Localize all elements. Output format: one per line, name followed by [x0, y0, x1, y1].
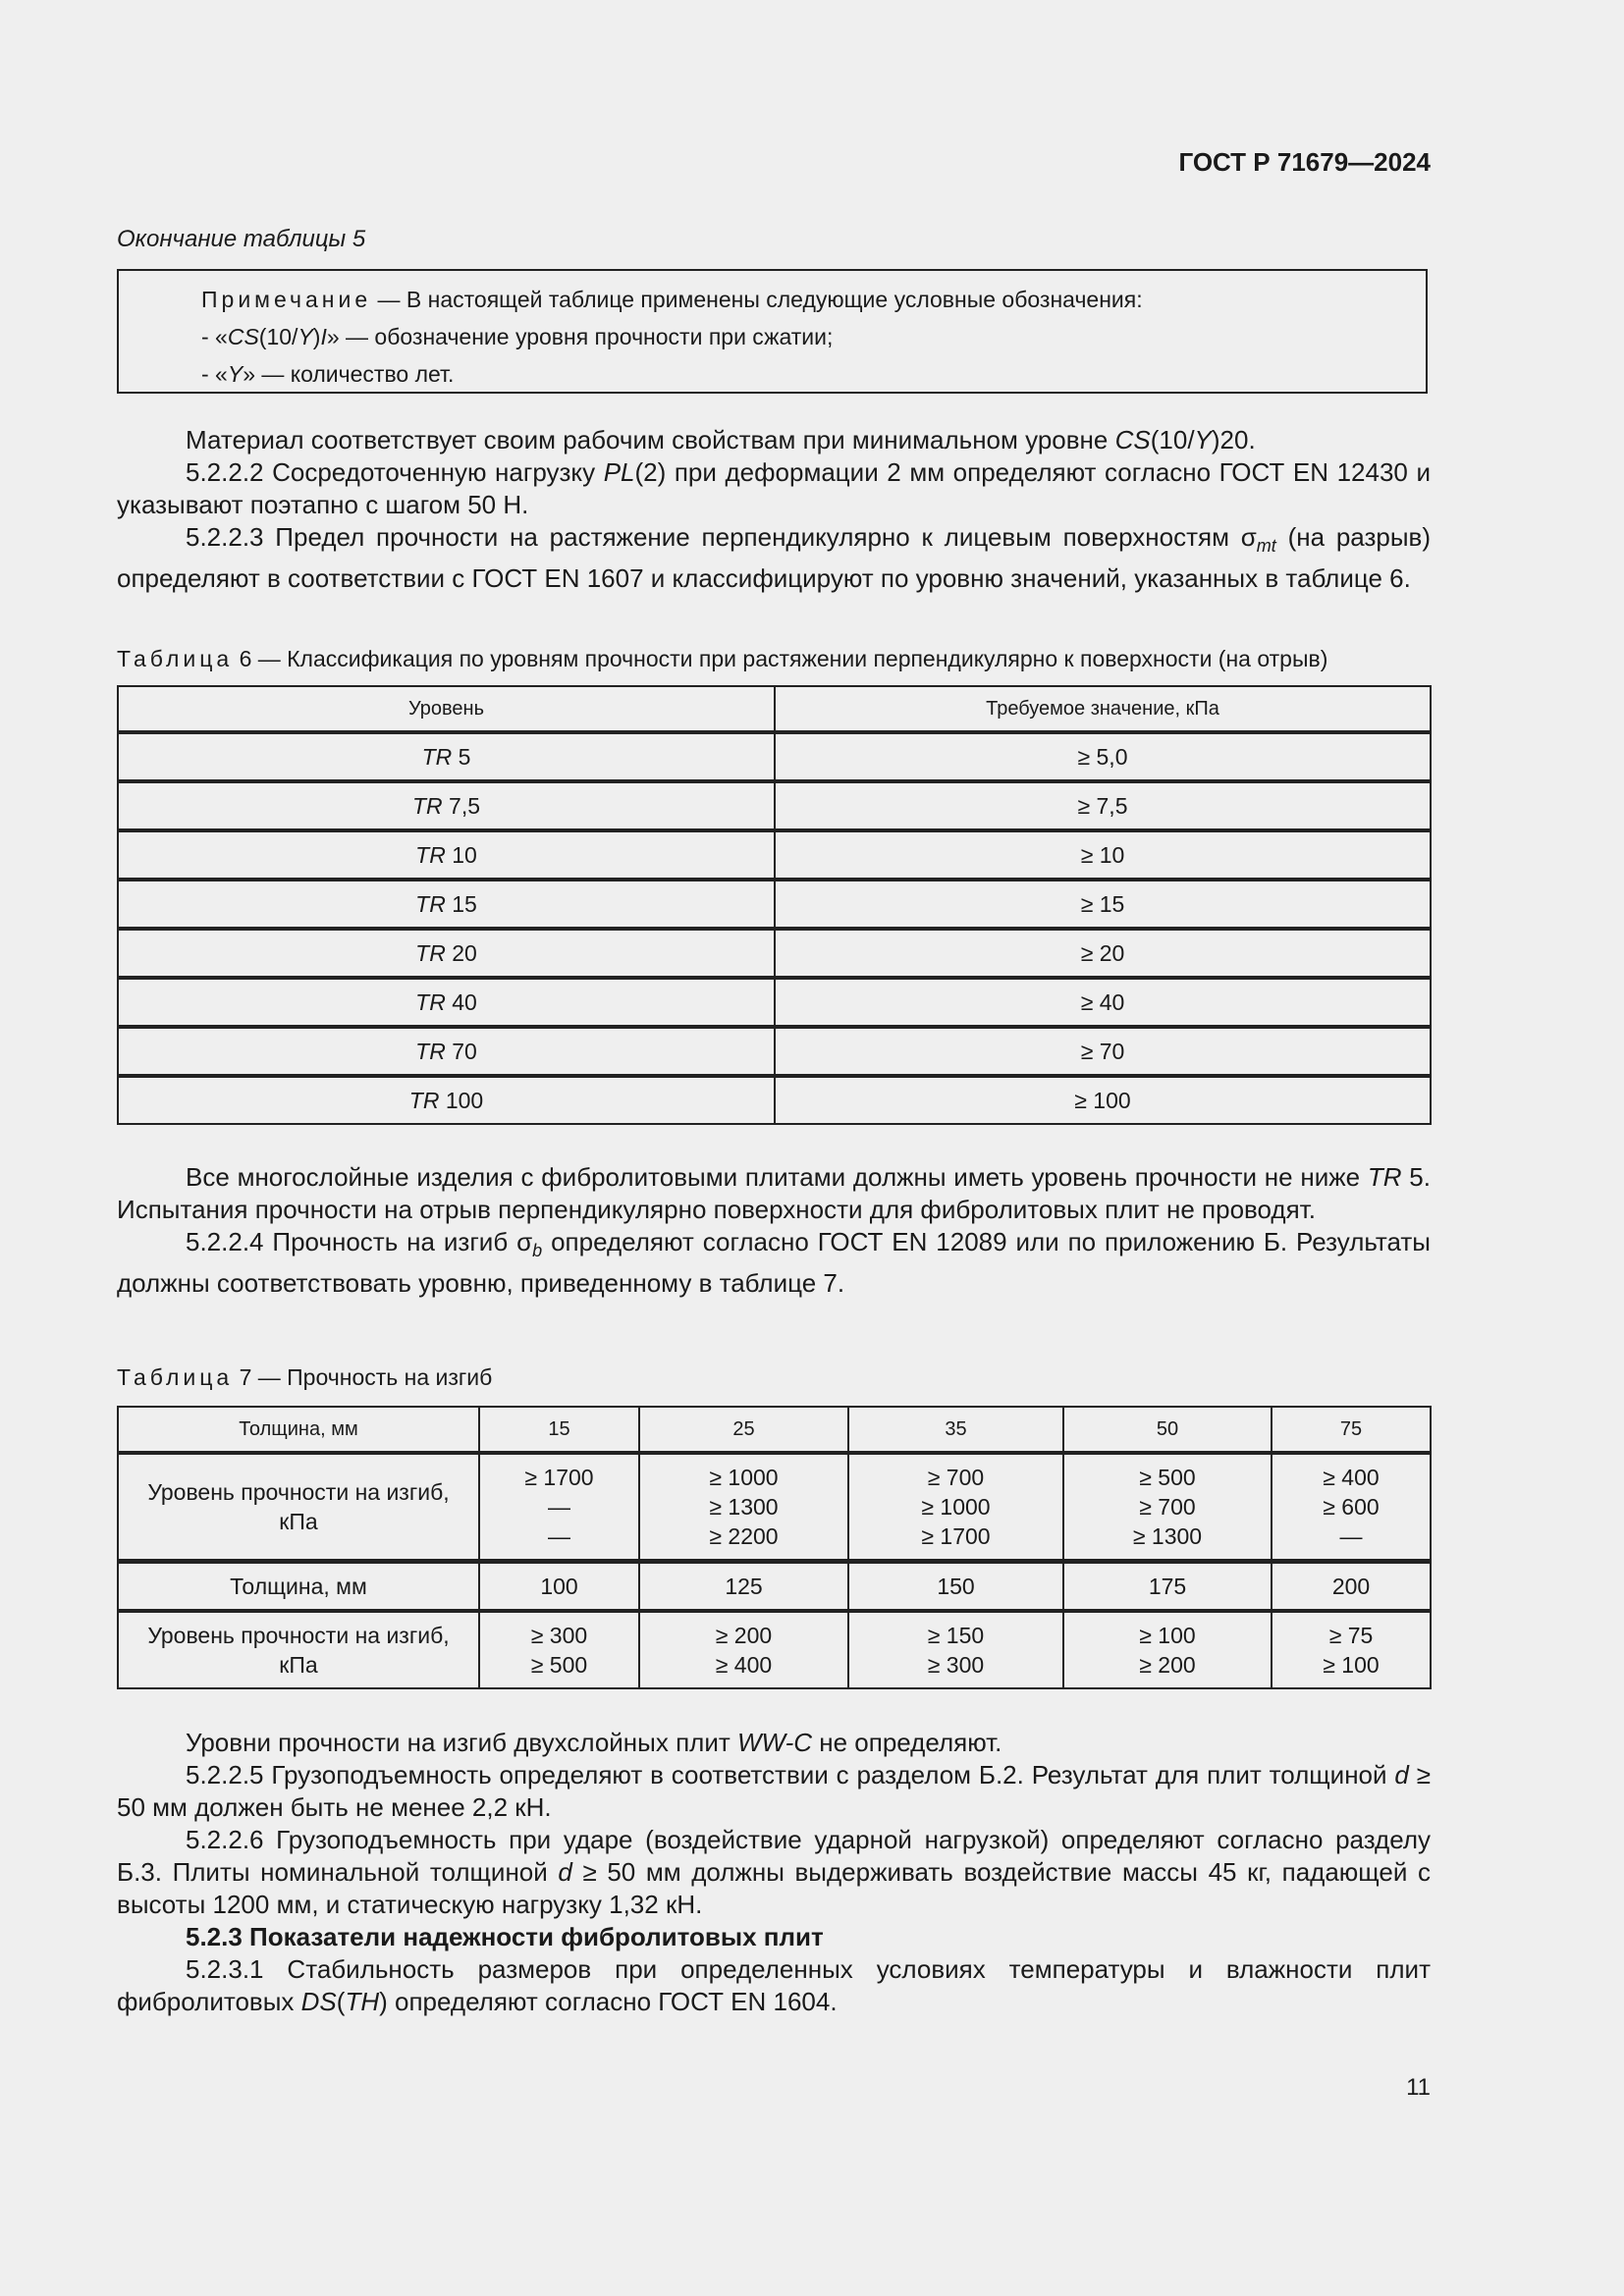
- value-cell: ≥ 400 ≥ 600 —: [1272, 1453, 1431, 1562]
- table-row: [118, 978, 1431, 1027]
- value-cell: ≥ 1000 ≥ 1300 ≥ 2200: [639, 1453, 848, 1562]
- level-cell: TR 7,5: [118, 781, 775, 830]
- note-item-2: - «Y» — количество лет.: [201, 361, 455, 387]
- value-cell: 150: [848, 1562, 1063, 1612]
- table-row: [118, 1027, 1431, 1076]
- note-intro: Примечание — В настоящей таблице применены следующие условные обозначения:: [201, 287, 1143, 312]
- paragraph: 5.2.2.2 Сосредоточенную нагрузку PL(2) при деформации 2 мм определяют согласно ГОСТ EN 12430 и указывают поэтапно с шагом 50 Н.: [117, 457, 1431, 519]
- value-cell: ≥ 20: [775, 929, 1431, 978]
- value-cell: ≥ 70: [775, 1027, 1431, 1076]
- table7: [117, 1406, 1432, 1689]
- value-cell: ≥ 150 ≥ 300: [848, 1611, 1063, 1688]
- table-row: [118, 1562, 1431, 1612]
- page-number: 11: [1406, 2074, 1431, 2101]
- value-cell: ≥ 100: [775, 1076, 1431, 1124]
- level-cell: TR 15: [118, 880, 775, 929]
- table-row: [118, 1453, 1431, 1562]
- value-cell: 35: [848, 1407, 1063, 1453]
- paragraph: 5.2.2.6 Грузоподъемность при ударе (воздействие ударной нагрузкой) определяют согласно разделу Б.3. Плиты номинальной толщиной d ≥ 50 мм должны выдерживать воздействие массы 45 кг, падающей с высоты 1200 мм, и статическую нагрузку 1,32 кН.: [117, 1825, 1431, 1919]
- table6-caption: Таблица 6 — Классификация по уровням прочности при растяжении перпендикулярно к поверхности (на отрыв): [117, 646, 1328, 671]
- value-cell: ≥ 15: [775, 880, 1431, 929]
- text-block-1: [117, 424, 1431, 595]
- paragraph: 5.2.2.5 Грузоподъемность определяют в соответствии с разделом Б.2. Результат для плит толщиной d ≥ 50 мм должен быть не менее 2,2 кН.: [117, 1760, 1431, 1822]
- value-cell: 15: [479, 1407, 639, 1453]
- value-cell: ≥ 1700 — —: [479, 1453, 639, 1562]
- paragraph: 5.2.3.1 Стабильность размеров при определенных условиях температуры и влажности плит фибролитовых DS(TH) определяют согласно ГОСТ EN 1604.: [117, 1954, 1431, 2016]
- value-cell: 25: [639, 1407, 848, 1453]
- value-cell: 125: [639, 1562, 848, 1612]
- paragraph: Все многослойные изделия с фибролитовыми плитами должны иметь уровень прочности не ниже TR 5. Испытания прочности на отрыв перпендикулярно поверхности для фибролитовых плит не проводят.: [117, 1162, 1431, 1224]
- paragraph: 5.2.2.4 Прочность на изгиб $\sigma_b$ определяют согласно ГОСТ EN 12089 или по приложению Б. Результаты должны соответствовать уровню, приведенному в таблице 7.: [117, 1227, 1431, 1299]
- table-row: [118, 1611, 1431, 1688]
- value-cell: ≥ 75 ≥ 100: [1272, 1611, 1431, 1688]
- table-row: [118, 929, 1431, 978]
- value-cell: ≥ 200 ≥ 400: [639, 1611, 848, 1688]
- value-cell: ≥ 100 ≥ 200: [1063, 1611, 1272, 1688]
- table-continuation-label: Окончание таблицы 5: [117, 226, 366, 252]
- value-cell: ≥ 500 ≥ 700 ≥ 1300: [1063, 1453, 1272, 1562]
- text-block-2: [117, 1161, 1431, 1300]
- level-cell: TR 10: [118, 830, 775, 880]
- table-row: [118, 830, 1431, 880]
- value-cell: 75: [1272, 1407, 1431, 1453]
- row-label: Уровень прочности на изгиб, кПа: [118, 1611, 479, 1688]
- table-header-row: [118, 686, 1431, 732]
- level-cell: TR 100: [118, 1076, 775, 1124]
- text-block-3: [117, 1727, 1431, 2018]
- section-heading: 5.2.3 Показатели надежности фибролитовых плит: [186, 1922, 824, 1951]
- row-label: Уровень прочности на изгиб, кПа: [118, 1453, 479, 1562]
- table-row: [118, 732, 1431, 781]
- value-cell: 100: [479, 1562, 639, 1612]
- table6: [117, 685, 1432, 1125]
- column-header: Уровень: [118, 686, 775, 732]
- table-row: [118, 781, 1431, 830]
- value-cell: ≥ 5,0: [775, 732, 1431, 781]
- table-row: [118, 880, 1431, 929]
- value-cell: ≥ 10: [775, 830, 1431, 880]
- paragraph: 5.2.2.3 Предел прочности на растяжение перпендикулярно к лицевым поверхностям $\sigma_{mt}$ (на разрыв) определяют в соответствии с ГОСТ EN 1607 и классифицируют по уровню значений, указанных в таблице 6.: [117, 522, 1432, 594]
- note-box: [117, 269, 1428, 394]
- value-cell: 200: [1272, 1562, 1431, 1612]
- note-item-1: - «CS(10/Y)I» — обозначение уровня прочности при сжатии;: [201, 324, 834, 349]
- table-row: [118, 1076, 1431, 1124]
- value-cell: 175: [1063, 1562, 1272, 1612]
- level-cell: TR 70: [118, 1027, 775, 1076]
- value-cell: ≥ 7,5: [775, 781, 1431, 830]
- paragraph: Материал соответствует своим рабочим свойствам при минимальном уровне CS(10/Y)20.: [186, 425, 1256, 454]
- table7-caption: Таблица 7 — Прочность на изгиб: [117, 1364, 493, 1390]
- row-label: Толщина, мм: [118, 1407, 479, 1453]
- table-row: [118, 1407, 1431, 1453]
- level-cell: TR 40: [118, 978, 775, 1027]
- column-header: Требуемое значение, кПа: [775, 686, 1431, 732]
- value-cell: 50: [1063, 1407, 1272, 1453]
- level-cell: TR 5: [118, 732, 775, 781]
- value-cell: ≥ 300 ≥ 500: [479, 1611, 639, 1688]
- document-id: ГОСТ Р 71679—2024: [1178, 147, 1431, 177]
- value-cell: ≥ 40: [775, 978, 1431, 1027]
- row-label: Толщина, мм: [118, 1562, 479, 1612]
- paragraph: Уровни прочности на изгиб двухслойных плит WW-C не определяют.: [186, 1728, 1002, 1757]
- level-cell: TR 20: [118, 929, 775, 978]
- value-cell: ≥ 700 ≥ 1000 ≥ 1700: [848, 1453, 1063, 1562]
